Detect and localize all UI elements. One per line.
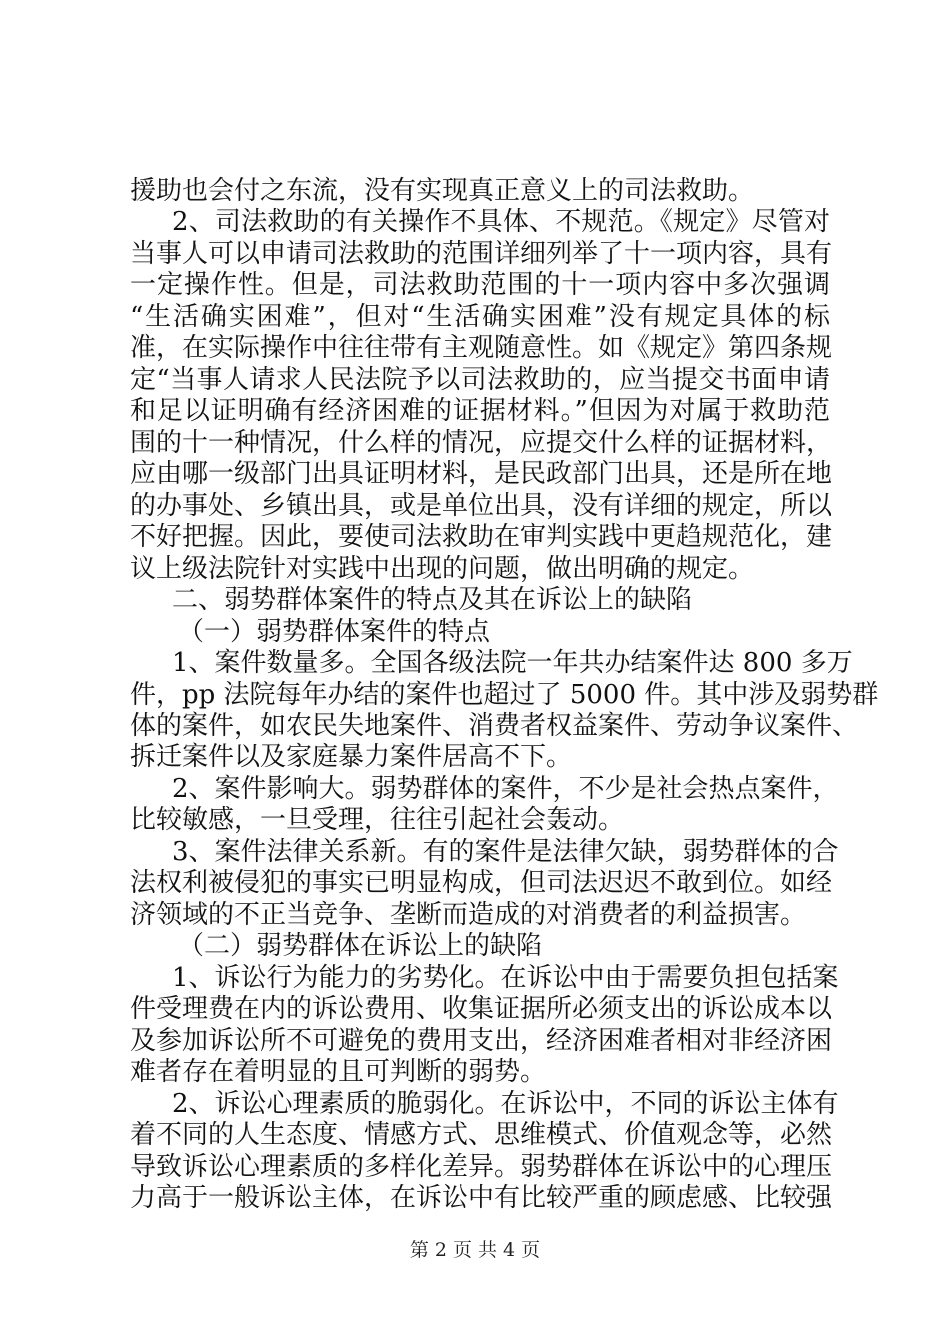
subsection-heading: （二）弱势群体在诉讼上的缺陷 xyxy=(178,931,543,961)
text-line: 围的十一种情况，什么样的情况，应提交什么样的证据材料， xyxy=(130,428,833,458)
text-line: 准，在实际操作中往往带有主观随意性。如《规定》第四条规 xyxy=(130,333,833,363)
paragraph-first-line: 3、案件法律关系新。有的案件是法律欠缺，弱势群体的合 xyxy=(172,837,839,867)
text-line: 法权利被侵犯的事实已明显构成，但司法迟迟不敢到位。如经 xyxy=(130,868,833,898)
text-line: 的办事处、乡镇出具，或是单位出具，没有详细的规定，所以 xyxy=(130,491,833,521)
section-heading: 二、弱势群体案件的特点及其在诉讼上的缺陷 xyxy=(172,585,693,615)
text-line: 一定操作性。但是，司法救助范围的十一项内容中多次强调 xyxy=(130,270,830,300)
paragraph-first-line: 1、案件数量多。全国各级法院一年共办结案件达 800 多万 xyxy=(172,648,853,678)
text-line: 比较敏感，一旦受理，往往引起社会轰动。 xyxy=(130,805,625,835)
text-line: 济领域的不正当竞争、垄断而造成的对消费者的利益损害。 xyxy=(130,900,807,930)
paragraph-first-line: 2、案件影响大。弱势群体的案件，不少是社会热点案件， xyxy=(172,774,839,804)
text-line: 定“当事人请求人民法院予以司法救助的，应当提交书面申请 xyxy=(130,365,830,395)
text-line: 当事人可以申请司法救助的范围详细列举了十一项内容，具有 xyxy=(130,239,833,269)
text-line: 导致诉讼心理素质的多样化差异。弱势群体在诉讼中的心理压 xyxy=(130,1152,833,1182)
text-line: 和足以证明确有经济困难的证据材料。”但因为对属于救助范 xyxy=(130,396,830,426)
text-line: 难者存在着明显的且可判断的弱势。 xyxy=(130,1057,547,1087)
text-line: 援助也会付之东流，没有实现真正意义上的司法救助。 xyxy=(130,176,755,206)
text-line: “生活确实困难”，但对“生活确实困难”没有规定具体的标 xyxy=(130,302,830,332)
text-line: 件，pp 法院每年办结的案件也超过了 5000 件。其中涉及弱势群 xyxy=(130,680,879,710)
text-line: 拆迁案件以及家庭暴力案件居高不下。 xyxy=(130,742,573,772)
paragraph-first-line: 1、诉讼行为能力的劣势化。在诉讼中由于需要负担包括案 xyxy=(172,963,839,993)
text-line: 体的案件，如农民失地案件、消费者权益案件、劳动争议案件、 xyxy=(130,711,859,741)
text-line: 力高于一般诉讼主体，在诉讼中有比较严重的顾虑感、比较强 xyxy=(130,1183,833,1213)
text-line: 着不同的人生态度、情感方式、思维模式、价值观念等，必然 xyxy=(130,1120,833,1150)
text-line: 件受理费在内的诉讼费用、收集证据所必须支出的诉讼成本以 xyxy=(130,994,833,1024)
text-line: 及参加诉讼所不可避免的费用支出，经济困难者相对非经济困 xyxy=(130,1026,833,1056)
paragraph-first-line: 2、司法救助的有关操作不具体、不规范。《规定》尽管对 xyxy=(172,207,830,237)
text-line: 议上级法院针对实践中出现的问题，做出明确的规定。 xyxy=(130,554,755,584)
text-line: 应由哪一级部门出具证明材料，是民政部门出具，还是所在地 xyxy=(130,459,833,489)
subsection-heading: （一）弱势群体案件的特点 xyxy=(178,617,491,647)
page-footer: 第 2 页 共 4 页 xyxy=(409,1239,541,1261)
text-line: 不好把握。因此，要使司法救助在审判实践中更趋规范化，建 xyxy=(130,522,833,552)
paragraph-first-line: 2、诉讼心理素质的脆弱化。在诉讼中，不同的诉讼主体有 xyxy=(172,1089,839,1119)
